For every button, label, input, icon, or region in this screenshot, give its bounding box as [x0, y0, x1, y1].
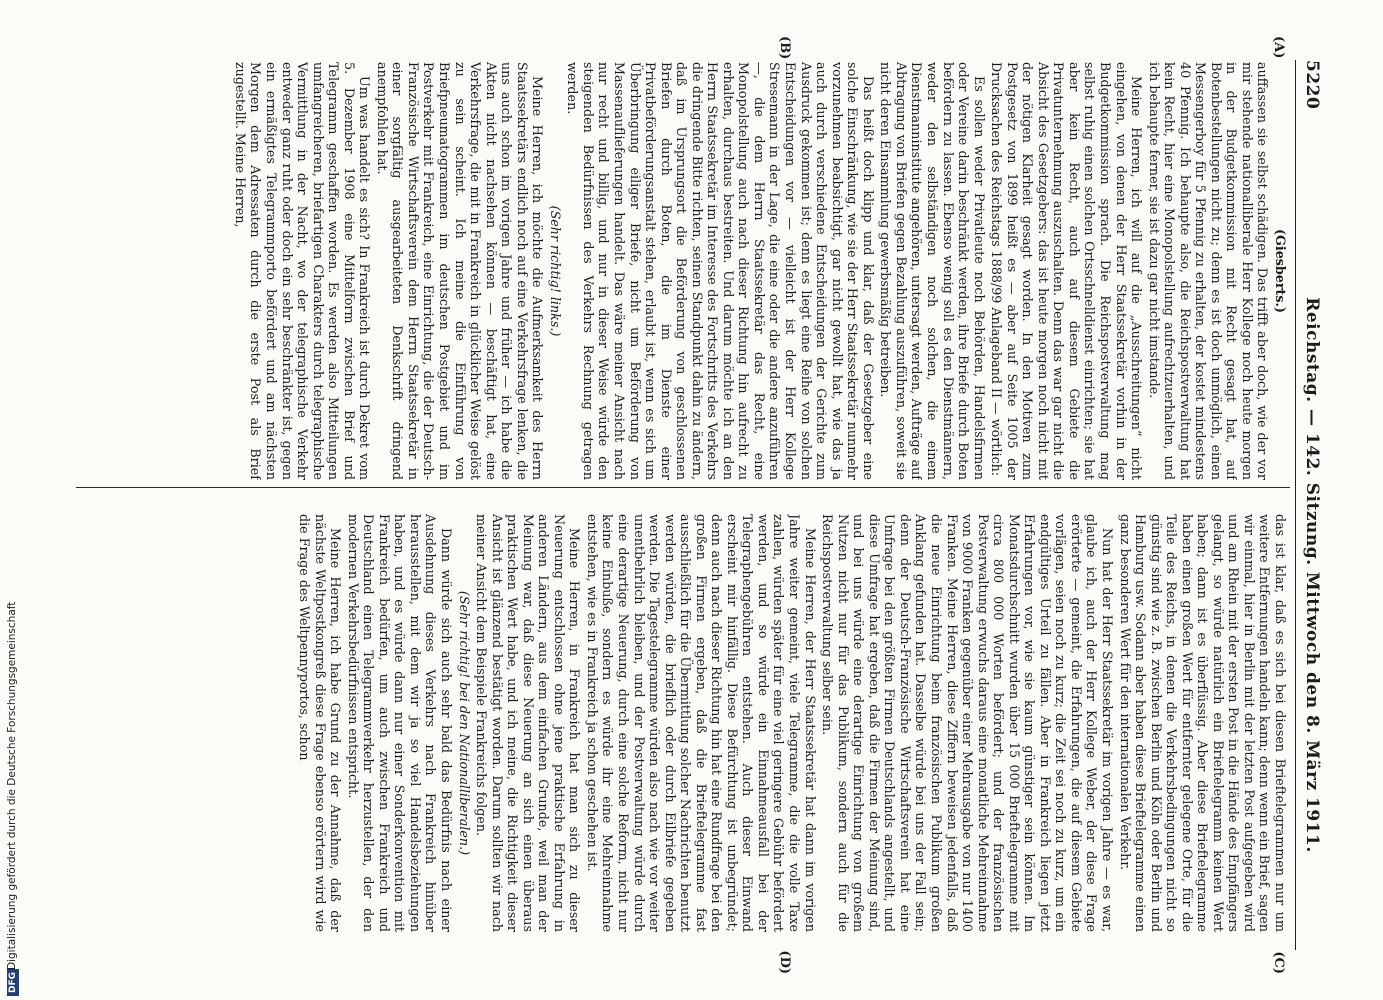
page-number: 5220 [1302, 60, 1322, 110]
paragraph: Dann würde sich auch sehr bald das Bedürfnis nach einer Ausdehnung dieses Verkehrs nach Frankreich hinüber herausstellen, mit dem wir ja so viel Handelsbeziehungen haben, und es würde dann nur einer Sonderkonvention mit Frankreich bedürfen, um auch zwischen Frankreich und Deutschland einen Telegrammverkehr herzustellen, der den modernen Verkehrsbedürfnissen entspricht. [345, 514, 455, 932]
dfg-logo: DFG [7, 969, 19, 996]
paragraph: Meine Herren, ich habe Grund zu der Annahme, daß der nächste Weltpostkongreß diese Frage ebenso erörtern wird wie die Frage des Weltpennyportos, schon [297, 514, 344, 932]
margin-mark-c: (C) [1271, 951, 1286, 974]
credit-text: Digitalisierung gefördert durch die Deutsche Forschungsgemeinschaft [6, 601, 18, 970]
right-column [76, 514, 1288, 932]
margin-mark-d: (D) [777, 950, 792, 974]
column-divider [76, 487, 1290, 488]
margin-mark-b: (B) [777, 36, 792, 60]
page-header [1295, 60, 1330, 950]
paragraph: auffassen sie selbst schädigen. Das trifft aber doch, wie der vor mir stehende nationalliberale Herr Kollege noch heute morgen in der Budgetkommission mit Recht gesagt hat, auf Botenbestellungen nicht zu; denn es ist doch unmöglich, einen Messengerboy für 5 Pfennig zu erhalten, der kostet mindestens 40 Pfennig. Ich behaupte also, die Reichspostverwaltung hat kein Recht, hier eine Monopolstellung aufrechtzuerhalten, und ich behaupte ferner, sie ist dazu gar nicht imstande. [1146, 62, 1271, 480]
running-title: Reichstag. — 142. Sitzung. Mittwoch den 8. März 1911. [1302, 297, 1322, 853]
applause-note: (Sehr richtig! bei den Nationalliberalen.) [456, 590, 472, 856]
paragraph: Meine Herren, in Frankreich hat man sich zu dieser Neuerung entschlossen ohne jene praktische Erfahrung in anderen Ländern, aus dem einfachen Grunde, weil man der Meinung war, daß diese Neuerung an sich einen überaus praktischen Wert habe, und ich meine, die Richtigkeit dieser Ansicht ist glänzend bestätigt worden. Darum sollten wir nach meiner Ansicht dem Beispiele Frankreichs folgen. [474, 514, 583, 932]
speaker-name: (Giesberts.) [1273, 229, 1288, 313]
paragraph: Nun hat der Herr Staatssekretär im vorigen Jahre — es war, glaube ich, auch der Herr Kollege Weber, der diese Frage erörterte — gemeint, die Erfahrungen, die auf diesem Gebiete vorlägen, seien noch zu kurz; die Zeit sei noch zu kurz, um ein endgültiges Urteil zu fällen. Aber in Frankreich liegen jetzt Erfahrungen vor, wie sie kaum günstiger sein können. Im Monatsdurchschnitt wurden über 15 000 Brieftelegramme mit circa 800 000 Worten befördert; und der französischen Postverwaltung erwuchs daraus eine monatliche Mehreinnahme von 9000 Franken gegenüber einer Mehrausgabe von nur 1400 Franken. Meine Herren, diese Ziffern beweisen jedenfalls, daß die neue Einrichtung beim französischen Publikum großen Anklang gefunden hat. Dasselbe würde bei uns der Fall sein; denn der Deutsch-Französische Wirtschaftsverein hat eine Umfrage bei den größten Firmen Deutschlands angestellt, und diese Umfrage hat ergeben, daß die Firmen der Meinung sind, und bei uns würde eine derartige Einrichtung von großem Nutzen nicht nur für das Publikum, sondern auch für die Reichspostverwaltung selber sein. [820, 514, 1115, 932]
quoted-paragraph: Es sollen weder Privatleute noch Behörden, Handelsfirmen oder Vereine darin beschränkt werden, ihre Briefe durch Boten befördern zu lassen. Ebenso wenig soll es den Dienstmännern, weder den selbständigen noch solchen, die einem Dienstmanninstitute angehören, untersagt werden, Aufträge auf Abtragung von Briefen gegen Bezahlung auszuführen, soweit sie nicht deren Einsammlung gewerbsmäßig betreiben. [878, 62, 987, 480]
margin-mark-a: (A) [1271, 36, 1286, 59]
paragraph: Das heißt doch klipp und klar, daß der Gesetzgeber eine solche Einschränkung, wie sie der Herr Staatssekretär nunmehr vorzunehmen beabsichtigt, gar nicht gewollt hat, wie das ja auch durch verschiedene Entscheidungen der Gerichte zum Ausdruck gekommen ist; denn es liegt eine Reihe von solchen Entscheidungen vor — vielleicht ist der Herr Kollege Stresemann in der Lage, die eine oder die andere anzuführen —, die dem Herrn Staatssekretär das Recht, eine Monopolstellung auch nach dieser Richtung hin aufrecht zu erhalten, durchaus bestreiten. Und darum möchte ich an den Herrn Staatssekretär im Interesse des Fortschritts des Verkehrs die dringende Bitte richten, seinen Standpunkt dahin zu ändern, daß im Ursprungsort die Beförderung von geschlossenen Briefen durch Boten, die im Dienste einer Privatbeförderungsanstalt stehen, erlaubt ist, wenn es sich um Überbringung eiliger Briefe, nicht um Beförderung von Massenauflieferungen handelt. Das wäre meiner Ansicht nach nur recht und billig, und nur in dieser Weise würde den steigenden Bedürfnissen des Verkehrs Rechnung getragen werden. [565, 62, 876, 480]
applause-note: (Sehr richtig! links.) [547, 205, 563, 337]
paragraph: Meine Herren, der Herr Staatssekretär hat dann im vorigen Jahre weiter gemeint, viele Telegramme, die die volle Taxe zahlen, würden später für eine viel geringere Gebühr befördert werden, und so würde ein Einnahmeausfall bei der Telegraphengebühren entstehen. Auch dieser Einwand erscheint mir hinfällig. Diese Befürchtung ist unbegründet; denn auch nach dieser Richtung hin hat eine Rundfrage bei den großen Firmen ergeben, daß die Brieftelegramme fast ausschließlich für die Übermittlung solcher Nachrichten benutzt werden würden, die brieflich oder durch Eilbriefe gegeben werden. Die Tagestelegramme würden also nach wie vor weiter unentbehrlich bleiben, und der Postverwaltung würde durch eine derartige Neuerung, durch eine solche Reform, nicht nur keine Einbuße, sondern es würde ihr eine Mehreinnahme entstehen, wie es in Frankreich ja schon geschehen ist. [584, 514, 818, 932]
paragraph: das ist klar, daß es sich bei diesen Brieftelegrammen nur um weitere Entfernungen handeln kann; denn wenn ein Brief, sagen wir einmal, hier in Berlin mit der letzten Post aufgegeben wird und am Rhein mit der ersten Post in die Hände des Empfängers gelangt, so würde natürlich ein Brieftelegramm keinen Wert haben; dann ist es überflüssig. Aber diese Brieftelegramme haben einen großen Wert für entfernter gelegene Orte, für die Teile des Reichs, in denen die Verkehrsbedingungen nicht so günstig sind wie z. B. zwischen Berlin und Köln oder Berlin und Hamburg usw. Sodann aber haben diese Brieftelegramme einen ganz besonderen Wert für den internationalen Verkehr. [1117, 514, 1288, 932]
digitization-credit [4, 0, 22, 1000]
paragraph: Meine Herren, ich möchte die Aufmerksamkeit des Herrn Staatssekretärs endlich noch auf eine Verkehrsfrage lenken, die uns auch schon im vorigen Jahre und früher — ich habe die Akten nicht nachsehen können — beschäftigt hat, eine Verkehrsfrage, die mit in Frankreich in glücklicher Weise gelöst zu sein scheint. Ich meine die Einführung von Briefpneumatogrammen im deutschen Postgebiet und im Postverkehr mit Frankreich, eine Einrichtung, die der Deutsch-Französische Wirtschaftsverein dem Herrn Staatssekretär in einer sorgfältig ausgearbeiteten Denkschrift dringend anempfohlen hat. [374, 62, 546, 480]
left-column [76, 62, 1288, 480]
paragraph: Meine Herren, ich will auf die „Ausschreitungen“ nicht eingehen, von denen der Herr Staatssekretär vorhin in der Budgetkommission sprach. Die Reichspostverwaltung mag selbst ruhig einen solchen Ortsschnelldienst einrichten; sie hat aber kein Recht, auch auf diesem Gebiete die Privatunternehmung auszuschalten. Denn das war gar nicht die Absicht des Gesetzgebers: das ist heute morgen noch nicht mit der nötigen Klarheit gesagt worden. In den Motiven zum Postgesetz von 1899 heißt es — aber auf Seite 1005 der Drucksachen des Reichstags 1888/99 Anlageband II — wörtlich: [989, 62, 1145, 480]
rotated-document-page [70, 36, 1330, 974]
paragraph: Um was handelt es sich? In Frankreich ist durch Dekret vom 5. Dezember 1908 eine Mittelform zwischen Brief und Telegramm geschaffen worden. Es werden also Mitteilungen umfangreicheren, briefartigen Charakters durch telegraphische Vermittlung in der Nacht, wo der telegraphische Verkehr entweder ganz ruht oder doch ein sehr beschränkter ist, gegen ein ermäßigtes Telegrammporto befördert und am nächsten Morgen dem Adressaten durch die erste Post als Brief zugestellt. Meine Herren, [232, 62, 373, 480]
